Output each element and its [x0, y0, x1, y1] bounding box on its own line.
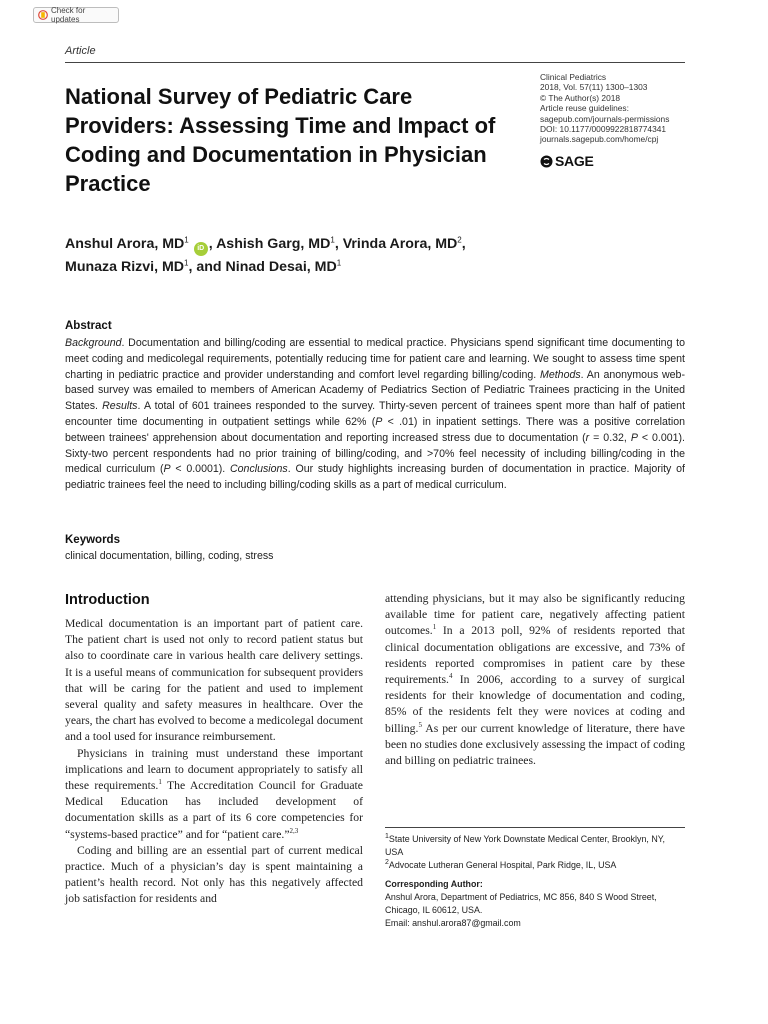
citation-ref[interactable]: 2,3: [289, 826, 299, 835]
affiliation-1: [385, 833, 685, 859]
stat-symbol: r: [585, 431, 590, 444]
author-name: Ninad Desai, MD: [225, 259, 337, 275]
author-affiliation: 1: [184, 235, 189, 245]
journal-meta: [540, 72, 700, 145]
author-name: Munaza Rizvi, MD: [65, 259, 185, 275]
journal-home-link[interactable]: journals.sagepub.com/home/cpj: [540, 134, 659, 145]
doi[interactable]: DOI: 10.1177/0009922818774341: [540, 124, 667, 135]
footnotes: [385, 833, 685, 930]
section-label: Article: [65, 45, 96, 57]
body-column-left: [65, 616, 363, 908]
header-rule: [65, 62, 685, 63]
journal-volume: 2018, Vol. 57(11) 1300–1303: [540, 82, 648, 93]
author-name: Ashish Garg, MD: [216, 236, 331, 252]
abstract-label-conclusions: Conclusions: [230, 463, 288, 476]
corresponding-author-heading: [385, 878, 685, 891]
citation-ref[interactable]: 5: [418, 720, 422, 729]
corresponding-author-email[interactable]: Email: anshul.arora87@gmail.com: [385, 918, 521, 928]
body-paragraph: Coding and billing are an essential part of current medical practice. Much of a physician’s day is spent maintaining a patient’s health record. Not only has this negatively affected job satisfaction for residents and: [65, 843, 363, 906]
author-name: Vrinda Arora, MD: [342, 236, 458, 252]
keywords-heading: Keywords: [65, 534, 120, 546]
journal-name: Clinical Pediatrics: [540, 72, 607, 82]
author-affiliation: 2: [457, 235, 462, 245]
abstract-results: . A total of 601 trainees responded to the survey. Thirty-seven percent of trainees spent more than half of patient encounter time documenting in outpatient settings while 62% (: [65, 400, 686, 428]
author-name: Anshul Arora, MD: [65, 236, 185, 252]
body-paragraph: [385, 591, 685, 769]
abstract-methods: . An anonymous web-based survey was emailed to members of American Academy of Pediatrics Section of Pediatric Trainees practicing in the United States.: [65, 368, 685, 413]
abstract-body: [65, 336, 685, 494]
author-affiliation: 1: [330, 235, 335, 245]
body-text: The Accreditation Council for Graduate Medical Education has included development of documentation skills as a part of its 6 core competencies for “systems-based practice” and for “patient care.”: [65, 779, 363, 841]
affiliation-number: 1: [385, 833, 389, 841]
affiliation-text: State University of New York Downstate Medical Center, Brooklyn, NY, USA: [385, 834, 665, 857]
affiliation-2: [385, 859, 685, 872]
abstract-heading: Abstract: [65, 320, 112, 332]
abstract-label-results: Results: [102, 400, 138, 413]
body-paragraph: [65, 746, 363, 843]
affiliation-text: Advocate Lutheran General Hospital, Park Ridge, IL, USA: [388, 860, 617, 870]
abstract-results: < 0.001). Sixty-two percent respondents had no prior training of billing/coding, and >70% feel necessity of including billing/coding in the medical curriculum (: [65, 431, 685, 476]
corresponding-author-address: Anshul Arora, Department of Pediatrics, MC 856, 840 S Wood Street, Chicago, IL 60612, USA.: [385, 892, 657, 915]
author-affiliation: 1: [184, 258, 189, 268]
body-text: In 2006, according to a survey of surgical residents for their knowledge of documentation and coding, 85% of the residents felt they were novices at coding and billing.: [385, 673, 685, 735]
keywords-list: clinical documentation, billing, coding, stress: [65, 550, 274, 562]
body-paragraph: Medical documentation is an important part of patient care. The patient chart is used not only to record patient status but also to coordinate care in various health care delivery settings. It is a useful means of communication for subsequent providers that will be caring for the patient and used to implement several quality and safety measures in healthcare. Over the years, the chart has evolved to become a medicolegal document and a tool used for insurance reimbursement.: [65, 617, 363, 744]
body-text: In a 2013 poll, 92% of residents reported that clinical documentation obligations are excessive, and 73% of residents reported compromises in patient care by these requirements.: [385, 624, 685, 687]
abstract-results: < 0.0001).: [170, 463, 231, 476]
author-affiliation: 1: [336, 258, 342, 268]
abstract-results: = 0.32,: [589, 431, 631, 444]
abstract-label-methods: Methods: [540, 368, 581, 381]
author-list: Anshul Arora, $MD^1$ iD , Ashish Garg, $MD^1$, Vrinda Arora, $MD^2$, Munaza Rizvi, $MD^1$, and Ninad Desai, $MD^1$: [65, 235, 466, 275]
publisher-logo: [540, 153, 593, 169]
abstract-results: < .01) in inpatient settings. There was a positive correlation between trainees' apprehension about documentation and reporting increased stress due to documentation (: [65, 415, 686, 444]
copyright: © The Author(s) 2018: [540, 92, 621, 103]
affiliation-number: 2: [385, 859, 389, 867]
body-text: attending physicians, but it may also be significantly reducing available time for patient care, negatively affecting patient outcomes.: [385, 592, 685, 638]
article-title: National Survey of Pediatric Care Providers: Assessing Time and Impact of Coding and Documentation in Physician Practice: [65, 84, 496, 196]
abstract-background: . Documentation and billing/coding are essential to medical practice. Physicians spend significant time documenting to meet coding and medicolegal requirements, potentially reducing time for patient care and learning. We sought to assess time spent charting in pediatric practice and provider understanding and comfort level regarding billing/coding.: [65, 337, 685, 381]
sage-logo-icon: [540, 155, 553, 168]
citation-ref[interactable]: 1: [432, 623, 437, 632]
stat-symbol: P: [630, 431, 638, 444]
stat-symbol: P: [375, 415, 383, 428]
body-column-right: [385, 591, 685, 769]
citation-ref[interactable]: 1: [158, 778, 162, 787]
check-for-updates-badge[interactable]: [33, 7, 119, 23]
body-text: Physicians in training must understand these important implications and learn to document appropriately to satisfy all these requirements.: [65, 746, 363, 793]
footnote-rule: [385, 827, 685, 828]
permissions-link[interactable]: sagepub.com/journals-permissions: [540, 113, 670, 124]
stat-symbol: P: [163, 463, 171, 476]
abstract-conclusions: . Our study highlights increasing burden of documentation in practice. Majority of pediatric trainees feel the need to including billing/coding skills as a part of medical curriculum.: [65, 463, 685, 492]
abstract-label-background: Background: [65, 337, 122, 349]
citation-ref[interactable]: 4: [448, 672, 453, 681]
section-heading-introduction: Introduction: [65, 592, 150, 608]
corresponding-author-label: Corresponding Author:: [385, 879, 483, 889]
publisher-name: SAGE: [555, 153, 594, 169]
updates-icon: [38, 10, 48, 20]
body-text: As per our current knowledge of literature, there have been no studies done exclusively assessing the impact of coding and billing on pediatric trainees.: [385, 721, 685, 768]
reuse-label: Article reuse guidelines:: [540, 103, 629, 114]
orcid-icon[interactable]: iD: [194, 242, 208, 256]
updates-label: Check for updates: [51, 6, 86, 24]
